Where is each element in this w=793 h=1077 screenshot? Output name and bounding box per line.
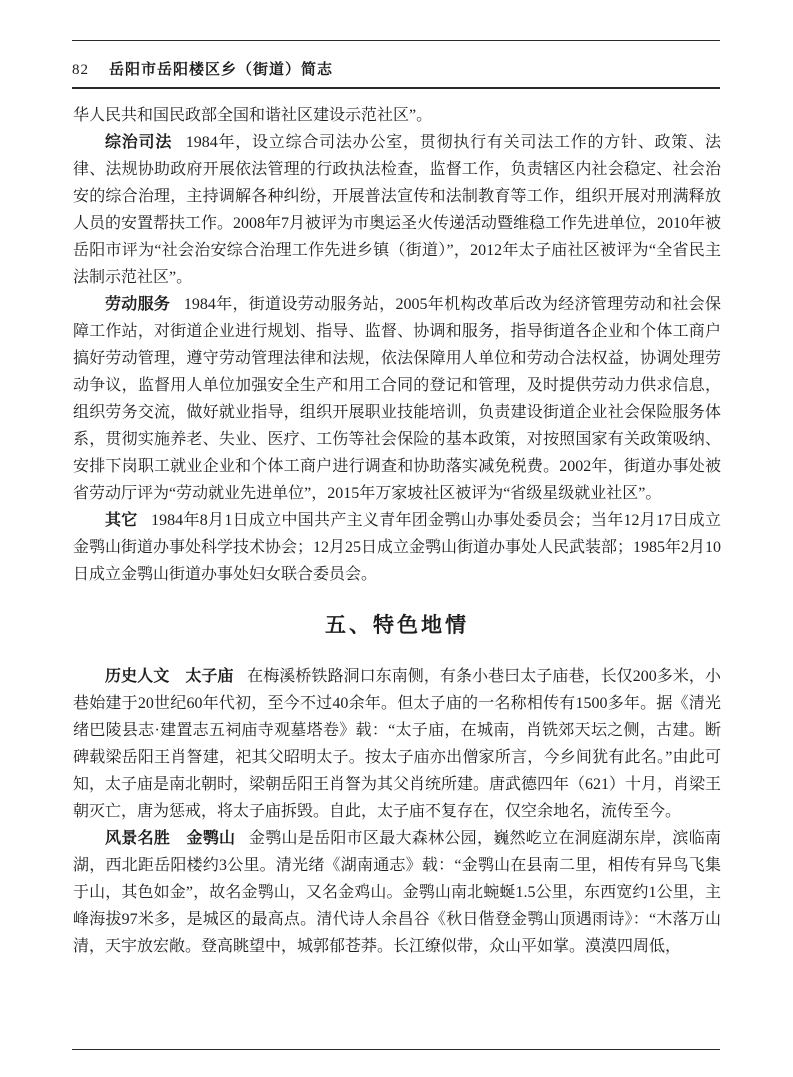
section-heading: 五、特色地情	[325, 614, 469, 637]
paragraph-lead: 劳动服务	[105, 296, 171, 313]
paragraph-scenery-jineshan	[73, 825, 721, 960]
bottom-rule	[72, 1049, 720, 1050]
paragraph-text: 金鹗山是岳阳市区最大森林公园，巍然屹立在洞庭湖东岸，滨临南湖，西北距岳阳楼约3公里。清光绪《湖南通志》载：“金鹗山在县南二里，相传有异鸟飞集于山，其色如金”，故名金鹗山，又名金鸡山。金鹗山南北蜿蜒1.5公里，东西宽约1公里，主峰海拔97米多，是城区的最高点。清代诗人余昌谷《秋日偕登金鹗山顶遇雨诗》：“木落万山清，天宇放宏敞。登高眺望中，城郭郁苍莽。长江缭似带，众山平如掌。漠漠四周低，	[73, 830, 721, 955]
page-number: 82	[72, 62, 89, 78]
paragraph-lead: 其它	[105, 512, 138, 529]
paragraph-text: 1984年8月1日成立中国共产主义青年团金鹗山办事处委员会；当年12月17日成立金鹗山街道办事处科学技术协会；12月25日成立金鹗山街道办事处人民武装部；1985年2月10日成立金鹗山街道办事处妇女联合委员会。	[73, 512, 722, 583]
top-rule	[72, 40, 720, 41]
header-title: 岳阳市岳阳楼区乡（街道）简志	[109, 61, 334, 78]
page-header	[72, 58, 720, 79]
paragraph-lead: 综治司法	[105, 134, 173, 151]
paragraph-text: 在梅溪桥铁路洞口东南侧，有条小巷曰太子庙巷，长仅200多米，小巷始建于20世纪60年代初，至今不过40余年。但太子庙的一名称相传有1500多年。据《清光绪巴陵县志·建置志五祠庙寺观墓塔卷》载：“太子庙，在城南，肖铣郊天坛之侧，古建。断碑载梁岳阳王肖詧建，祀其父昭明太子。按太子庙亦出僧家所言，今乡间犹有此名。”由此可知，太子庙是南北朝时，梁朝岳阳王肖詧为其父肖统所建。唐武德四年（621）十月，肖梁王朝灭亡，唐为惩戒，将太子庙拆毁。自此，太子庙不复存在，仅空余地名，流传至今。	[73, 668, 722, 820]
header-rule	[72, 87, 720, 89]
paragraph-continuation: 华人民共和国民政部全国和谐社区建设示范社区”。	[73, 107, 433, 124]
paragraph-labor-service	[73, 291, 721, 507]
paragraph-other	[73, 507, 721, 588]
paragraph-text: 1984年，设立综合司法办公室，贯彻执行有关司法工作的方针、政策、法律、法规协助政府开展依法管理的行政执法检查，监督工作，负责辖区内社会稳定、社会治安的综合治理，主持调解各种纠纷，开展普法宣传和法制教育等工作，组织开展对刑满释放人员的安置帮扶工作。2008年7月被评为市奥运圣火传递活动暨维稳工作先进单位，2010年被岳阳市评为“社会治安综合治理工作先进乡镇（街道）”，2012年太子庙社区被评为“全省民主法制示范社区”。	[73, 134, 722, 286]
body-text	[73, 102, 721, 960]
paragraph-history-taizimiao	[73, 663, 721, 825]
paragraph-text: 1984年，街道设劳动服务站，2005年机构改革后改为经济管理劳动和社会保障工作站，对街道企业进行规划、指导、监督、协调和服务，指导街道各企业和个体工商户搞好劳动管理，遵守劳动管理法律和法规，依法保障用人单位和劳动合法权益，协调处理劳动争议，监督用人单位加强安全生产和用工合同的登记和管理，及时提供劳动力供求信息，组织劳务交流，做好就业指导，组织开展职业技能培训，负责建设街道企业社会保险服务体系，贯彻实施养老、失业、医疗、工伤等社会保险的基本政策，对按照国家有关政策吸纳、安排下岗职工就业企业和个体工商户进行调查和协助落实减免税费。2002年，街道办事处被省劳动厅评为“劳动就业先进单位”，2015年万家坡社区被评为“省级星级就业社区”。	[73, 296, 721, 502]
paragraph-lead: 风景名胜 金鹗山	[105, 830, 236, 847]
paragraph-lead: 历史人文 太子庙	[105, 668, 234, 685]
paragraph-comprehensive-justice	[73, 129, 721, 291]
